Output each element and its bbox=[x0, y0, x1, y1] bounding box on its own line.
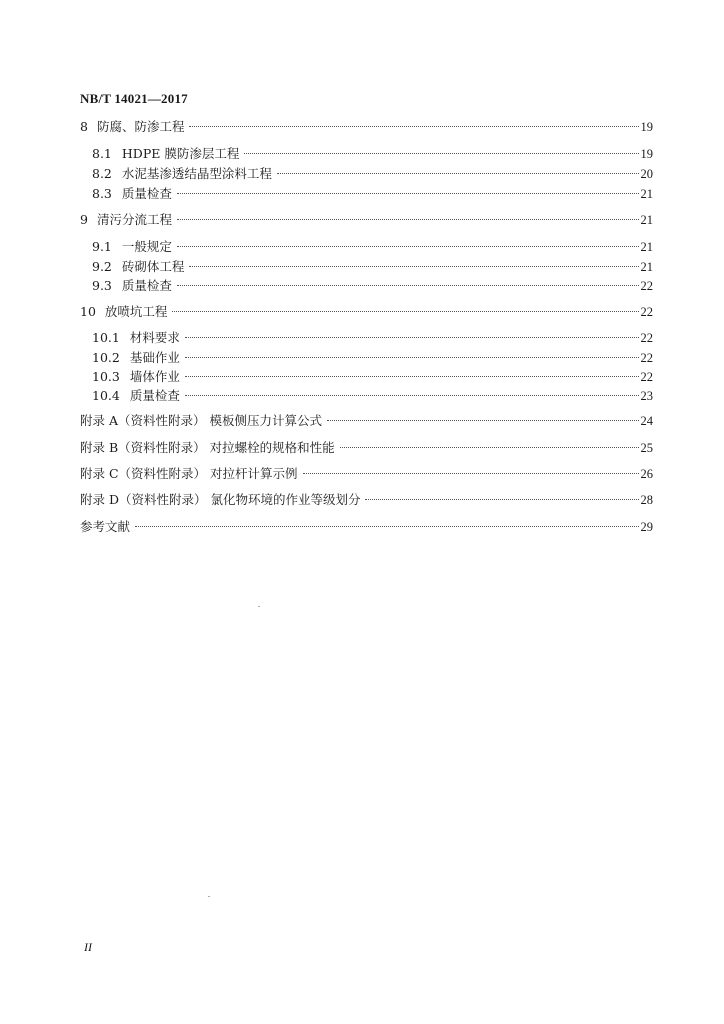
toc-entry-page: 23 bbox=[640, 389, 653, 403]
toc-entry-title: 墙体作业 bbox=[129, 369, 180, 384]
toc-entry-page: 21 bbox=[640, 260, 653, 274]
toc-entry-page: 21 bbox=[640, 187, 653, 201]
toc-entry-title: 参考文献 bbox=[80, 519, 131, 534]
toc-entry[interactable] bbox=[92, 258, 653, 276]
toc-entry-number: 附录 B bbox=[80, 440, 119, 455]
toc-entry[interactable] bbox=[92, 238, 653, 256]
toc-entry-title: 砖砌体工程 bbox=[121, 259, 185, 274]
toc-entry-page: 19 bbox=[640, 147, 653, 161]
toc-dot-leader bbox=[177, 285, 639, 286]
toc-dot-leader bbox=[185, 337, 639, 338]
toc-entry-number: 8.3 bbox=[92, 186, 112, 201]
toc-entry-title: 基础作业 bbox=[129, 350, 180, 365]
toc-entry-number: 附录 C bbox=[80, 466, 119, 481]
toc-entry-page: 29 bbox=[640, 520, 653, 534]
toc-dot-leader bbox=[172, 311, 638, 312]
toc-dot-leader bbox=[365, 499, 638, 500]
toc-entry-page: 28 bbox=[640, 493, 653, 507]
toc-entry-number: 9.3 bbox=[92, 278, 112, 293]
toc-entry-title: 清污分流工程 bbox=[96, 212, 172, 227]
toc-dot-leader bbox=[177, 246, 639, 247]
toc-dot-leader bbox=[185, 395, 639, 396]
toc-entry-number: 10.1 bbox=[92, 330, 120, 345]
toc-entry[interactable] bbox=[80, 118, 653, 136]
toc-entry-number: 8 bbox=[80, 119, 88, 134]
toc-dot-leader bbox=[244, 153, 638, 154]
toc-entry[interactable] bbox=[92, 145, 653, 163]
toc-entry-page: 25 bbox=[640, 441, 653, 455]
toc-entry-number: 附录 D bbox=[80, 492, 119, 507]
toc-entry-page: 22 bbox=[640, 351, 653, 365]
toc-entry-title: 水泥基渗透结晶型涂料工程 bbox=[121, 166, 272, 181]
toc-entry-number: 附录 A bbox=[80, 413, 119, 428]
toc-entry-number: 8.2 bbox=[92, 166, 112, 181]
toc-entry-title: （资料性附录） 对拉杆计算示例 bbox=[118, 466, 298, 481]
toc-entry-number: 10 bbox=[80, 304, 96, 319]
toc-entry-page: 22 bbox=[640, 279, 653, 293]
toc-dot-leader bbox=[135, 526, 638, 527]
toc-entry-title: （资料性附录） 对拉螺栓的规格和性能 bbox=[118, 440, 335, 455]
toc-entry-title: 一般规定 bbox=[121, 239, 172, 254]
toc-entry-page: 20 bbox=[640, 167, 653, 181]
toc-entry-page: 24 bbox=[640, 414, 653, 428]
toc-entry[interactable] bbox=[92, 368, 653, 386]
toc-dot-leader bbox=[185, 357, 639, 358]
toc-entry-page: 26 bbox=[640, 467, 653, 481]
toc-entry-title: 放喷坑工程 bbox=[104, 304, 168, 319]
toc-entry-title: 质量检查 bbox=[121, 278, 172, 293]
toc-entry-page: 19 bbox=[640, 120, 653, 134]
toc-entry-number: 10.4 bbox=[92, 388, 120, 403]
toc-entry[interactable] bbox=[80, 303, 653, 321]
toc-entry-title: 材料要求 bbox=[129, 330, 180, 345]
toc-entry[interactable] bbox=[92, 165, 653, 183]
toc-entry[interactable] bbox=[80, 439, 653, 457]
scan-speck bbox=[258, 606, 260, 607]
toc-entry-number: 9 bbox=[80, 212, 88, 227]
toc-entry-page: 22 bbox=[640, 370, 653, 384]
page-number: II bbox=[84, 940, 92, 954]
toc-dot-leader bbox=[303, 473, 639, 474]
toc-entry[interactable] bbox=[92, 387, 653, 405]
toc-entry[interactable] bbox=[92, 277, 653, 295]
toc-dot-leader bbox=[177, 219, 639, 220]
toc-entry[interactable] bbox=[80, 518, 653, 536]
toc-entry-number: 9.1 bbox=[92, 239, 112, 254]
toc-entry-page: 21 bbox=[640, 213, 653, 227]
toc-entry-page: 22 bbox=[640, 331, 653, 345]
toc-entry-title: （资料性附录） 氯化物环境的作业等级划分 bbox=[119, 492, 361, 507]
toc-dot-leader bbox=[327, 420, 639, 421]
toc-dot-leader bbox=[189, 126, 638, 127]
toc-entry-number: 10.2 bbox=[92, 350, 120, 365]
toc-entry-number: 10.3 bbox=[92, 369, 120, 384]
toc-entry[interactable] bbox=[80, 211, 653, 229]
toc-entry[interactable] bbox=[92, 329, 653, 347]
toc-entry-title: （资料性附录） 模板侧压力计算公式 bbox=[118, 413, 322, 428]
toc-entry[interactable] bbox=[80, 412, 653, 430]
toc-entry-number: 9.2 bbox=[92, 259, 112, 274]
toc-entry[interactable] bbox=[92, 185, 653, 203]
toc-dot-leader bbox=[177, 193, 639, 194]
toc-entry[interactable] bbox=[80, 465, 653, 483]
toc-entry-page: 22 bbox=[640, 305, 653, 319]
toc-entry-title: HDPE 膜防渗层工程 bbox=[121, 146, 240, 161]
document-code-header: NB/T 14021—2017 bbox=[80, 91, 188, 106]
toc-entry-title: 质量检查 bbox=[129, 388, 180, 403]
toc-dot-leader bbox=[340, 447, 639, 448]
toc-entry[interactable] bbox=[92, 349, 653, 367]
toc-dot-leader bbox=[185, 376, 639, 377]
scan-speck bbox=[208, 896, 210, 897]
toc-entry-number: 8.1 bbox=[92, 146, 112, 161]
toc-entry-title: 防腐、防渗工程 bbox=[96, 119, 185, 134]
toc-dot-leader bbox=[277, 173, 639, 174]
toc-dot-leader bbox=[189, 266, 638, 267]
toc-entry-page: 21 bbox=[640, 240, 653, 254]
toc-entry[interactable] bbox=[80, 491, 653, 509]
toc-entry-title: 质量检查 bbox=[121, 186, 172, 201]
